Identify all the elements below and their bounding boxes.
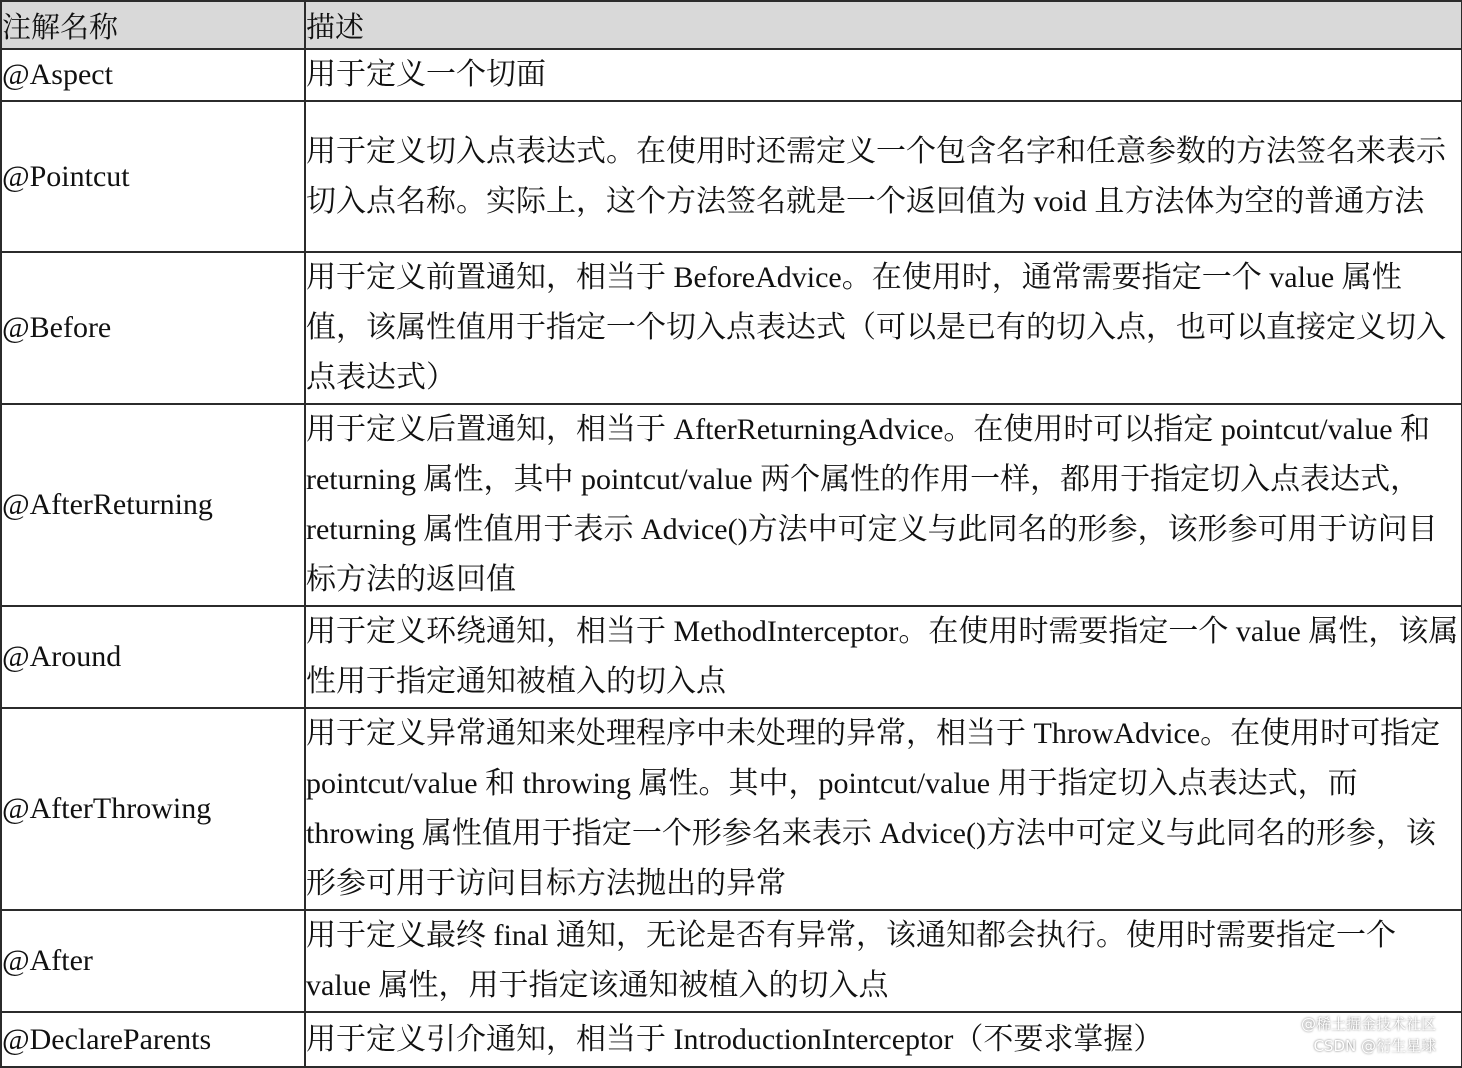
table-row	[1, 101, 1462, 252]
annotation-description: 用于定义后置通知，相当于 AfterReturningAdvice。在使用时可以指定 pointcut/value 和 returning 属性，其中 pointcut/value 两个属性的作用一样，都用于指定切入点表达式，returning 属性值用于表示 Advice()方法中可定义与此同名的形参，该形参可用于访问目标方法的返回值	[305, 404, 1462, 606]
annotation-description: 用于定义前置通知，相当于 BeforeAdvice。在使用时，通常需要指定一个 value 属性值，该属性值用于指定一个切入点表达式（可以是已有的切入点，也可以直接定义切入点表达式）	[305, 252, 1462, 404]
annotation-name: @Before	[1, 252, 305, 404]
table-row	[1, 910, 1462, 1012]
table-row	[1, 49, 1462, 101]
table-row	[1, 404, 1462, 606]
header-row	[1, 1, 1462, 49]
annotation-description: 用于定义异常通知来处理程序中未处理的异常，相当于 ThrowAdvice。在使用时可指定 pointcut/value 和 throwing 属性。其中，pointcut/value 用于指定切入点表达式，而 throwing 属性值用于指定一个形参名来表示 Advice()方法中可定义与此同名的形参，该形参可用于访问目标方法抛出的异常	[305, 708, 1462, 910]
watermark	[1301, 1013, 1436, 1057]
annotation-name: @Aspect	[1, 49, 305, 101]
table-row	[1, 708, 1462, 910]
annotation-name: @DeclareParents	[1, 1012, 305, 1067]
table-row	[1, 606, 1462, 708]
annotation-description: 用于定义环绕通知，相当于 MethodInterceptor。在使用时需要指定一个 value 属性，该属性用于指定通知被植入的切入点	[305, 606, 1462, 708]
watermark-line-2: CSDN @衍生星球	[1313, 1037, 1436, 1055]
annotation-name: @Pointcut	[1, 101, 305, 252]
annotation-name: @AfterReturning	[1, 404, 305, 606]
watermark-line-1: @稀土掘金技术社区	[1300, 1015, 1436, 1033]
header-annotation-name: 注解名称	[1, 1, 305, 49]
annotation-description: 用于定义切入点表达式。在使用时还需定义一个包含名字和任意参数的方法签名来表示切入点名称。实际上，这个方法签名就是一个返回值为 void 且方法体为空的普通方法	[305, 101, 1462, 252]
annotation-name: @Around	[1, 606, 305, 708]
annotation-name: @AfterThrowing	[1, 708, 305, 910]
annotation-description: 用于定义引介通知，相当于 IntroductionInterceptor（不要求掌握）	[305, 1012, 1462, 1067]
annotation-name: @After	[1, 910, 305, 1012]
annotation-description: 用于定义一个切面	[305, 49, 1462, 101]
header-description: 描述	[305, 1, 1462, 49]
annotation-description: 用于定义最终 final 通知，无论是否有异常，该通知都会执行。使用时需要指定一个 value 属性，用于指定该通知被植入的切入点	[305, 910, 1462, 1012]
table-row	[1, 252, 1462, 404]
table-row	[1, 1012, 1462, 1067]
